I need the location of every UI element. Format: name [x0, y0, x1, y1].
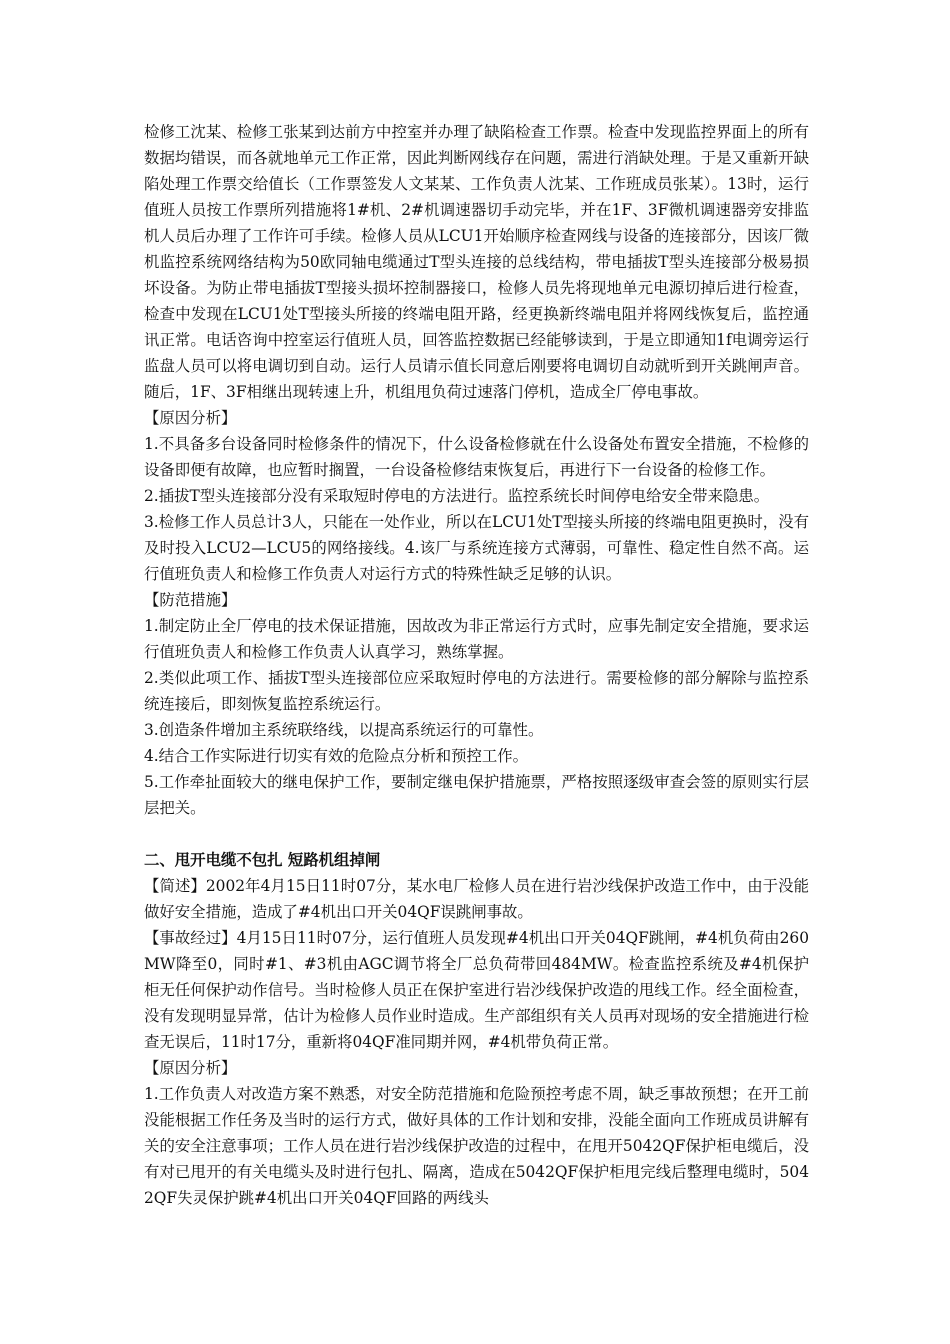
paragraph-cause-analysis-heading-2: 【原因分析】 [144, 1059, 237, 1077]
paragraph-incident-narrative: 检修工沈某、检修工张某到达前方中控室并办理了缺陷检查工作票。检查中发现监控界面上的所有数据均错误，而各就地单元工作正常，因此判断网线存在问题，需进行消缺处理。于是又重新开缺陷处理工作票交给值长（工作票签发人文某某、工作负责人沈某、工作班成员张某）。13时，运行值班人员按工作票所列措施将1#机、2#机调速器切手动完毕，并在1F、3F微机调速器旁安排监机人员后办理了工作许可手续。检修人员从LCU1开始顺序检查网线与设备的连接部分，因该厂微机监控系统网络结构为50欧同轴电缆通过T型头连接的总线结构，带电插拔T型头连接部分极易损坏设备。为防止带电插拔T型接头损坏控制器接口，检修人员先将现地单元电源切掉后进行检查，检查中发现在LCU1处T型接头所接的终端电阻开路，经更换新终端电阻并将网线恢复后，监控通讯正常。电话咨询中控室运行值班人员，回答监控数据已经能够读到，于是立即通知1f电调旁运行监盘人员可以将电调切到自动。运行人员请示值长同意后刚要将电调切自动就听到开关跳闸声音。随后，1F、3F相继出现转速上升，机组甩负荷过速落门停机，造成全厂停电事故。 [144, 123, 809, 401]
paragraph-cause-analysis-heading: 【原因分析】 [144, 409, 237, 427]
section-2-heading: 二、甩开电缆不包扎 短路机组掉闸 [144, 851, 381, 869]
paragraph-cause-3: 3.检修工作人员总计3人，只能在一处作业，所以在LCU1处T型接头所接的终端电阻更换时，没有及时投入LCU2—LCU5的网络接线。4.该厂与系统连接方式薄弱，可靠性、稳定性自然不高。运行值班负责人和检修工作负责人对运行方式的特殊性缺乏足够的认识。 [144, 513, 809, 583]
document-page [144, 119, 809, 1211]
paragraph-prevention-5: 5.工作牵扯面较大的继电保护工作，要制定继电保护措施票，严格按照逐级审查会签的原则实行层层把关。 [144, 773, 809, 817]
paragraph-prevention-2: 2.类似此项工作、插拔T型头连接部位应采取短时停电的方法进行。需要检修的部分解除与监控系统连接后，即刻恢复监控系统运行。 [144, 669, 809, 713]
paragraph-prevention-1: 1.制定防止全厂停电的技术保证措施，因故改为非正常运行方式时，应事先制定安全措施，要求运行值班负责人和检修工作负责人认真学习，熟练掌握。 [144, 617, 809, 661]
section-2 [144, 847, 809, 1211]
paragraph-cause-2-1: 1.工作负责人对改造方案不熟悉，对安全防范措施和危险预控考虑不周，缺乏事故预想；在开工前没能根据工作任务及当时的运行方式，做好具体的工作计划和安排，没能全面向工作班成员讲解有关的安全注意事项；工作人员在进行岩沙线保护改造的过程中，在甩开5042QF保护柜电缆后，没有对已甩开的有关电缆头及时进行包扎、隔离，造成在5042QF保护柜甩完线后整理电缆时，5042QF失灵保护跳#4机出口开关04QF回路的两线头 [144, 1085, 809, 1207]
section-1 [144, 119, 809, 821]
paragraph-cause-1: 1.不具备多台设备同时检修条件的情况下，什么设备检修就在什么设备处布置安全措施，不检修的设备即便有故障，也应暂时搁置，一台设备检修结束恢复后，再进行下一台设备的检修工作。 [144, 435, 809, 479]
paragraph-prevention-3: 3.创造条件增加主系统联络线，以提高系统运行的可靠性。 [144, 721, 544, 739]
paragraph-cause-2: 2.插拔T型头连接部分没有采取短时停电的方法进行。监控系统长时间停电给安全带来隐患。 [144, 487, 770, 505]
paragraph-incident-process: 【事故经过】4月15日11时07分，运行值班人员发现#4机出口开关04QF跳闸，#4机负荷由260MW降至0，同时#1、#3机由AGC调节将全厂总负荷带回484MW。检查监控系统及#4机保护柜无任何保护动作信号。当时检修人员正在保护室进行岩沙线保护改造的甩线工作。经全面检查，没有发现明显异常，估计为检修人员作业时造成。生产部组织有关人员再对现场的安全措施进行检查无误后，11时17分，重新将04QF准同期并网，#4机带负荷正常。 [144, 929, 809, 1051]
paragraph-prevention-4: 4.结合工作实际进行切实有效的危险点分析和预控工作。 [144, 747, 529, 765]
section-spacer [144, 821, 809, 847]
paragraph-prevention-heading: 【防范措施】 [144, 591, 237, 609]
paragraph-summary: 【简述】2002年4月15日11时07分，某水电厂检修人员在进行岩沙线保护改造工作中，由于没能做好安全措施，造成了#4机出口开关04QF误跳闸事故。 [144, 877, 809, 921]
